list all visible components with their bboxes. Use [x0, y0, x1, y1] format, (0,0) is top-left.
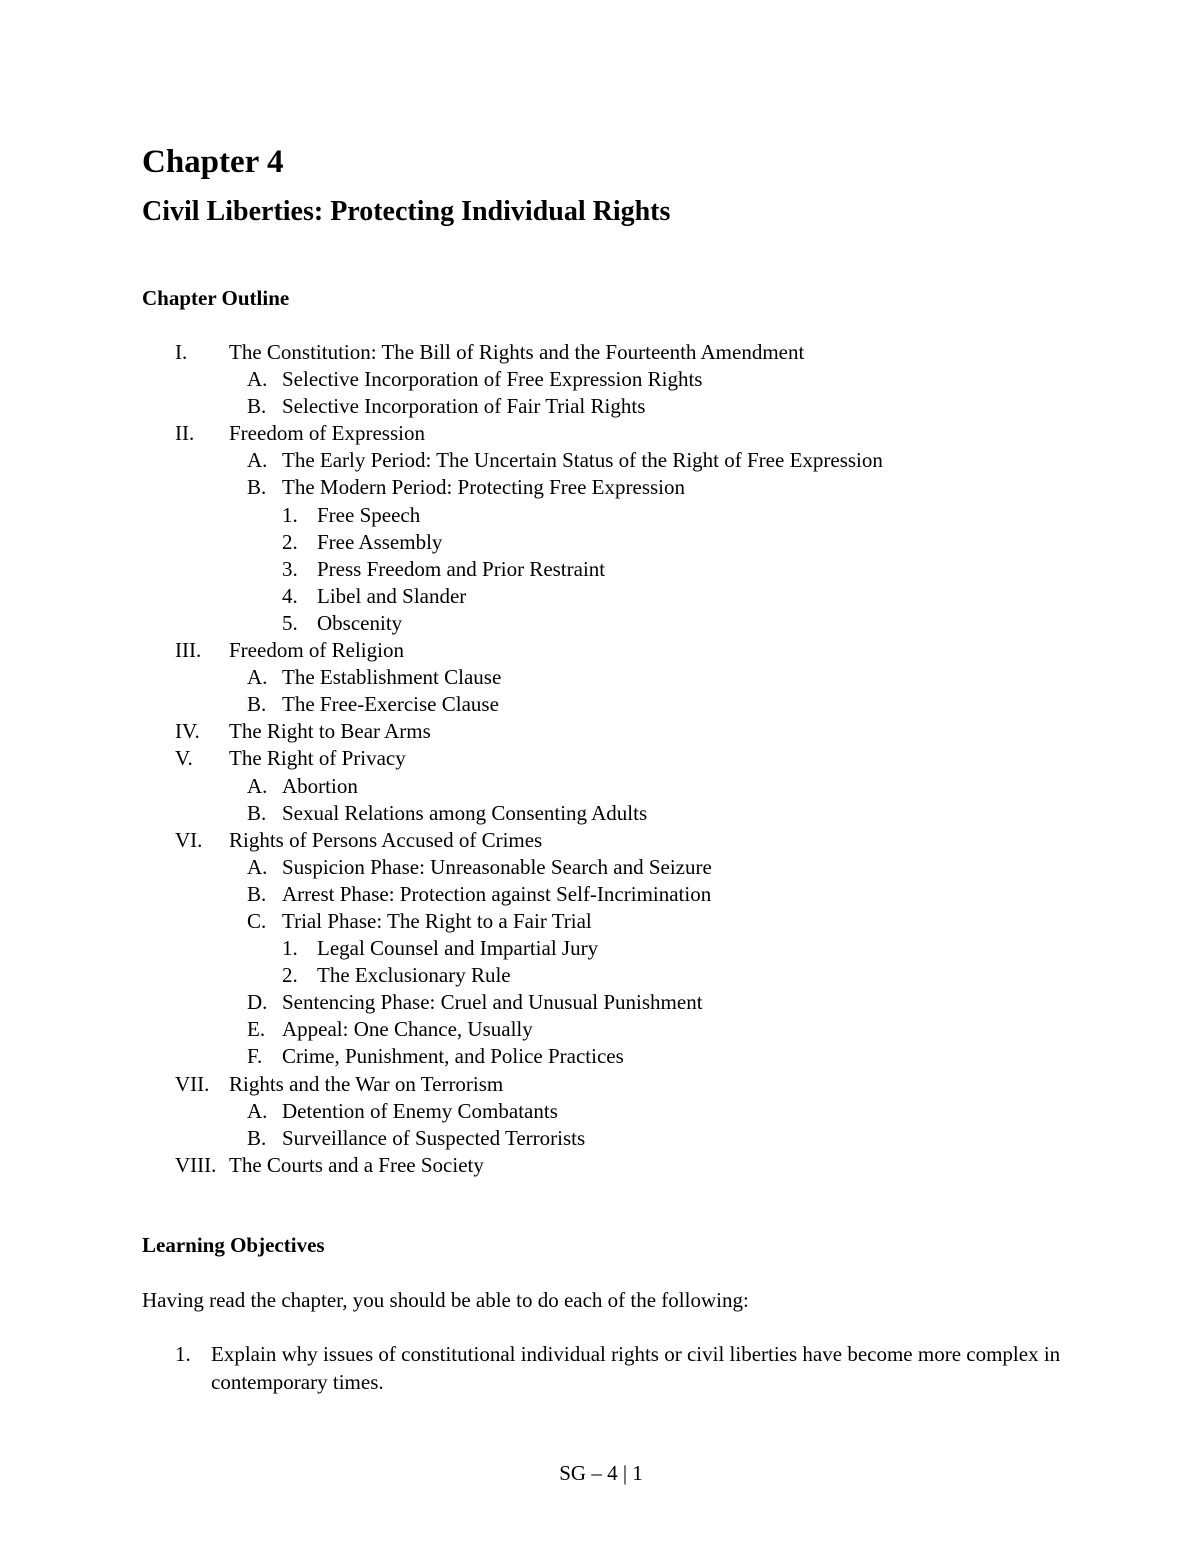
objectives-list — [0, 1341, 1200, 1396]
outline-heading: Chapter Outline — [142, 286, 290, 310]
outline-item-level-1 — [0, 718, 1200, 745]
outline-item-text: Freedom of Religion — [229, 638, 404, 663]
outline-item-level-2 — [0, 908, 1200, 935]
outline-item-text: Crime, Punishment, and Police Practices — [282, 1044, 624, 1069]
outline-item-level-2 — [0, 1016, 1200, 1043]
outline-item-number: A. — [247, 665, 268, 690]
outline-item-text: Rights and the War on Terrorism — [229, 1071, 504, 1096]
outline-item-level-3 — [0, 556, 1200, 583]
outline-item-number: C. — [247, 908, 267, 933]
outline-item-level-2 — [0, 854, 1200, 881]
outline-item-number: 2. — [282, 529, 298, 554]
outline-item-text: The Courts and a Free Society — [229, 1152, 484, 1177]
outline-item-text: Legal Counsel and Impartial Jury — [317, 936, 599, 961]
outline-item-level-1 — [0, 745, 1200, 772]
chapter-title: Civil Liberties: Protecting Individual Rights — [142, 196, 671, 227]
outline-item-text: Selective Incorporation of Fair Trial Rights — [282, 394, 646, 419]
outline-item-number: VI. — [175, 827, 203, 852]
outline-item-number: 1. — [282, 936, 298, 961]
outline-item-number: 2. — [282, 963, 298, 988]
outline-item-text: The Constitution: The Bill of Rights and the Fourteenth Amendment — [229, 340, 805, 364]
outline-item-text: Libel and Slander — [317, 583, 467, 608]
outline-item-number: 4. — [282, 583, 298, 608]
outline-item-text: Free Assembly — [317, 529, 443, 554]
outline-item-text: Press Freedom and Prior Restraint — [317, 556, 606, 581]
outline-item-number: II. — [175, 421, 195, 446]
outline-item-level-2 — [0, 474, 1200, 501]
outline-item-text: The Modern Period: Protecting Free Expression — [282, 475, 685, 500]
outline-item-number: B. — [247, 475, 267, 500]
outline-item-level-2 — [0, 1098, 1200, 1125]
outline-item-number: IV. — [175, 719, 200, 744]
outline-item-level-2 — [0, 664, 1200, 691]
page-number: SG – 4 | 1 — [559, 1461, 643, 1485]
objectives-heading: Learning Objectives — [142, 1233, 325, 1257]
outline-item-text: Arrest Phase: Protection against Self-Incrimination — [282, 881, 712, 906]
outline-item-level-1 — [0, 637, 1200, 664]
outline-item-number: 5. — [282, 610, 298, 635]
outline-item-number: A. — [247, 1098, 268, 1123]
outline-item-number: D. — [247, 990, 268, 1015]
outline-item-level-2 — [0, 1043, 1200, 1070]
outline-item-text: Sentencing Phase: Cruel and Unusual Punishment — [282, 990, 703, 1015]
outline-item-level-2 — [0, 447, 1200, 474]
outline-item-text: Selective Incorporation of Free Expression Rights — [282, 367, 703, 392]
outline-item-text: Abortion — [282, 773, 358, 798]
objective-text: Explain why issues of constitutional individual rights or civil liberties have become more complex in contemporary times. — [211, 1342, 1061, 1394]
outline-item-text: Sexual Relations among Consenting Adults — [282, 800, 648, 825]
outline-item-text: Detention of Enemy Combatants — [282, 1098, 558, 1123]
outline-item-text: The Exclusionary Rule — [317, 963, 511, 988]
outline-item-number: F. — [247, 1044, 263, 1069]
outline-item-number: III. — [175, 638, 202, 663]
outline-item-number: E. — [247, 1017, 266, 1042]
outline-item-text: The Free-Exercise Clause — [282, 692, 499, 717]
outline-item-number: 1. — [282, 502, 298, 527]
outline-item-level-1 — [0, 339, 1200, 366]
outline-item-level-2 — [0, 393, 1200, 420]
outline-item-text: The Establishment Clause — [282, 665, 502, 690]
outline-item-level-3 — [0, 583, 1200, 610]
outline-item-level-1 — [0, 1071, 1200, 1098]
outline-item-level-2 — [0, 989, 1200, 1016]
outline-item-level-1 — [0, 420, 1200, 447]
outline-item-text: Free Speech — [317, 502, 421, 527]
outline-item-number: V. — [175, 746, 193, 771]
outline-item-number: I. — [175, 340, 188, 364]
chapter-number: Chapter 4 — [142, 144, 284, 180]
outline-item-text: The Right to Bear Arms — [229, 719, 431, 744]
outline-item-number: B. — [247, 881, 267, 906]
chapter-outline — [0, 339, 1200, 1179]
outline-item-level-2 — [0, 1125, 1200, 1152]
outline-item-number: VIII. — [175, 1152, 217, 1177]
outline-item-level-2 — [0, 366, 1200, 393]
objectives-intro: Having read the chapter, you should be able to do each of the following: — [142, 1288, 749, 1312]
objective-item — [0, 1341, 1200, 1396]
outline-item-text: Obscenity — [317, 610, 403, 635]
outline-item-number: B. — [247, 800, 267, 825]
outline-item-text: Rights of Persons Accused of Crimes — [229, 827, 543, 852]
outline-item-number: A. — [247, 448, 268, 473]
objective-number: 1. — [175, 1342, 191, 1366]
outline-item-text: The Early Period: The Uncertain Status of the Right of Free Expression — [282, 448, 883, 473]
outline-item-text: Trial Phase: The Right to a Fair Trial — [282, 908, 592, 933]
outline-item-text: Freedom of Expression — [229, 421, 425, 446]
outline-item-text: Appeal: One Chance, Usually — [282, 1017, 533, 1042]
outline-item-number: B. — [247, 1125, 267, 1150]
outline-item-text: The Right of Privacy — [229, 746, 406, 771]
outline-item-level-3 — [0, 935, 1200, 962]
outline-item-text: Surveillance of Suspected Terrorists — [282, 1125, 586, 1150]
outline-item-text: Suspicion Phase: Unreasonable Search and Seizure — [282, 854, 712, 879]
outline-item-number: B. — [247, 394, 267, 419]
outline-item-level-1 — [0, 1152, 1200, 1179]
outline-item-number: VII. — [175, 1071, 210, 1096]
outline-item-level-2 — [0, 881, 1200, 908]
outline-item-level-3 — [0, 529, 1200, 556]
outline-item-level-2 — [0, 800, 1200, 827]
outline-item-level-3 — [0, 610, 1200, 637]
outline-item-number: A. — [247, 367, 268, 392]
page-footer — [0, 1460, 1200, 1487]
outline-item-level-3 — [0, 962, 1200, 989]
outline-item-number: B. — [247, 692, 267, 717]
outline-item-level-1 — [0, 827, 1200, 854]
outline-item-number: A. — [247, 854, 268, 879]
outline-item-number: A. — [247, 773, 268, 798]
outline-item-number: 3. — [282, 556, 298, 581]
outline-item-level-2 — [0, 773, 1200, 800]
outline-item-level-3 — [0, 502, 1200, 529]
outline-item-level-2 — [0, 691, 1200, 718]
